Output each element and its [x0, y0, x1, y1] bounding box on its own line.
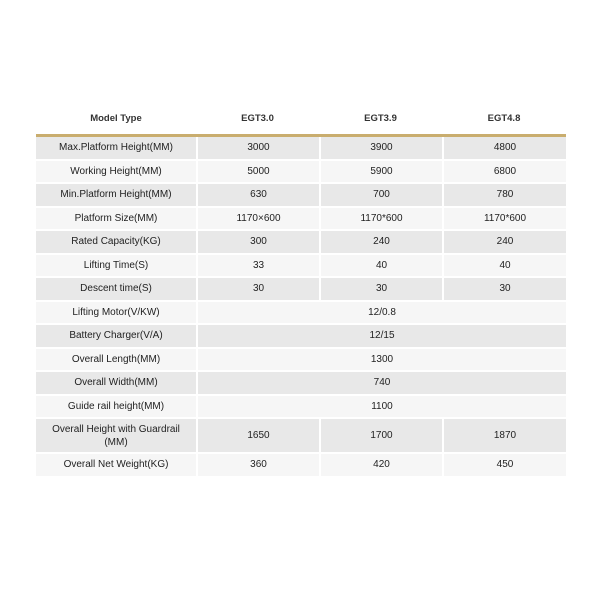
row-label: Battery Charger(V/A)	[36, 325, 196, 349]
header-model-1: EGT3.0	[196, 102, 319, 137]
cell-value: 1170×600	[196, 208, 319, 232]
cell-value: 240	[442, 231, 566, 255]
row-label: Guide rail height(MM)	[36, 396, 196, 420]
cell-value: 450	[442, 454, 566, 478]
cell-value: 1700	[319, 419, 442, 454]
header-row	[36, 102, 566, 137]
table-row	[36, 302, 566, 326]
cell-value: 240	[319, 231, 442, 255]
table-row	[36, 208, 566, 232]
cell-value: 1650	[196, 419, 319, 454]
row-label: Overall Width(MM)	[36, 372, 196, 396]
row-label: Max.Platform Height(MM)	[36, 137, 196, 161]
cell-shared-value: 12/15	[196, 325, 566, 349]
table-row	[36, 454, 566, 478]
row-label: Min.Platform Height(MM)	[36, 184, 196, 208]
row-label: Overall Net Weight(KG)	[36, 454, 196, 478]
row-label: Descent time(S)	[36, 278, 196, 302]
row-label: Lifting Motor(V/KW)	[36, 302, 196, 326]
cell-value: 420	[319, 454, 442, 478]
table-row	[36, 137, 566, 161]
cell-value: 3000	[196, 137, 319, 161]
row-label: Overall Length(MM)	[36, 349, 196, 373]
cell-shared-value: 740	[196, 372, 566, 396]
cell-value: 780	[442, 184, 566, 208]
cell-value: 630	[196, 184, 319, 208]
table-row	[36, 184, 566, 208]
cell-value: 5000	[196, 161, 319, 185]
row-label: Working Height(MM)	[36, 161, 196, 185]
table-row	[36, 278, 566, 302]
cell-value: 6800	[442, 161, 566, 185]
cell-shared-value: 12/0.8	[196, 302, 566, 326]
cell-value: 40	[319, 255, 442, 279]
cell-value: 30	[319, 278, 442, 302]
row-label: Platform Size(MM)	[36, 208, 196, 232]
cell-value: 4800	[442, 137, 566, 161]
cell-value: 30	[196, 278, 319, 302]
spec-table	[36, 102, 566, 478]
table-row	[36, 161, 566, 185]
cell-value: 1170*600	[319, 208, 442, 232]
cell-value: 3900	[319, 137, 442, 161]
row-label: Overall Height with Guardrail (MM)	[36, 419, 196, 454]
cell-value: 700	[319, 184, 442, 208]
cell-value: 1870	[442, 419, 566, 454]
cell-shared-value: 1300	[196, 349, 566, 373]
cell-value: 360	[196, 454, 319, 478]
table-row	[36, 325, 566, 349]
header-model-2: EGT3.9	[319, 102, 442, 137]
table-row	[36, 396, 566, 420]
table-row	[36, 372, 566, 396]
row-label: Lifting Time(S)	[36, 255, 196, 279]
header-model-3: EGT4.8	[442, 102, 566, 137]
table-row	[36, 419, 566, 454]
cell-value: 300	[196, 231, 319, 255]
header-model-type: Model Type	[36, 102, 196, 137]
cell-value: 40	[442, 255, 566, 279]
cell-value: 30	[442, 278, 566, 302]
cell-value: 33	[196, 255, 319, 279]
cell-value: 5900	[319, 161, 442, 185]
table-row	[36, 255, 566, 279]
table-row	[36, 231, 566, 255]
cell-value: 1170*600	[442, 208, 566, 232]
table-row	[36, 349, 566, 373]
cell-shared-value: 1100	[196, 396, 566, 420]
row-label: Rated Capacity(KG)	[36, 231, 196, 255]
